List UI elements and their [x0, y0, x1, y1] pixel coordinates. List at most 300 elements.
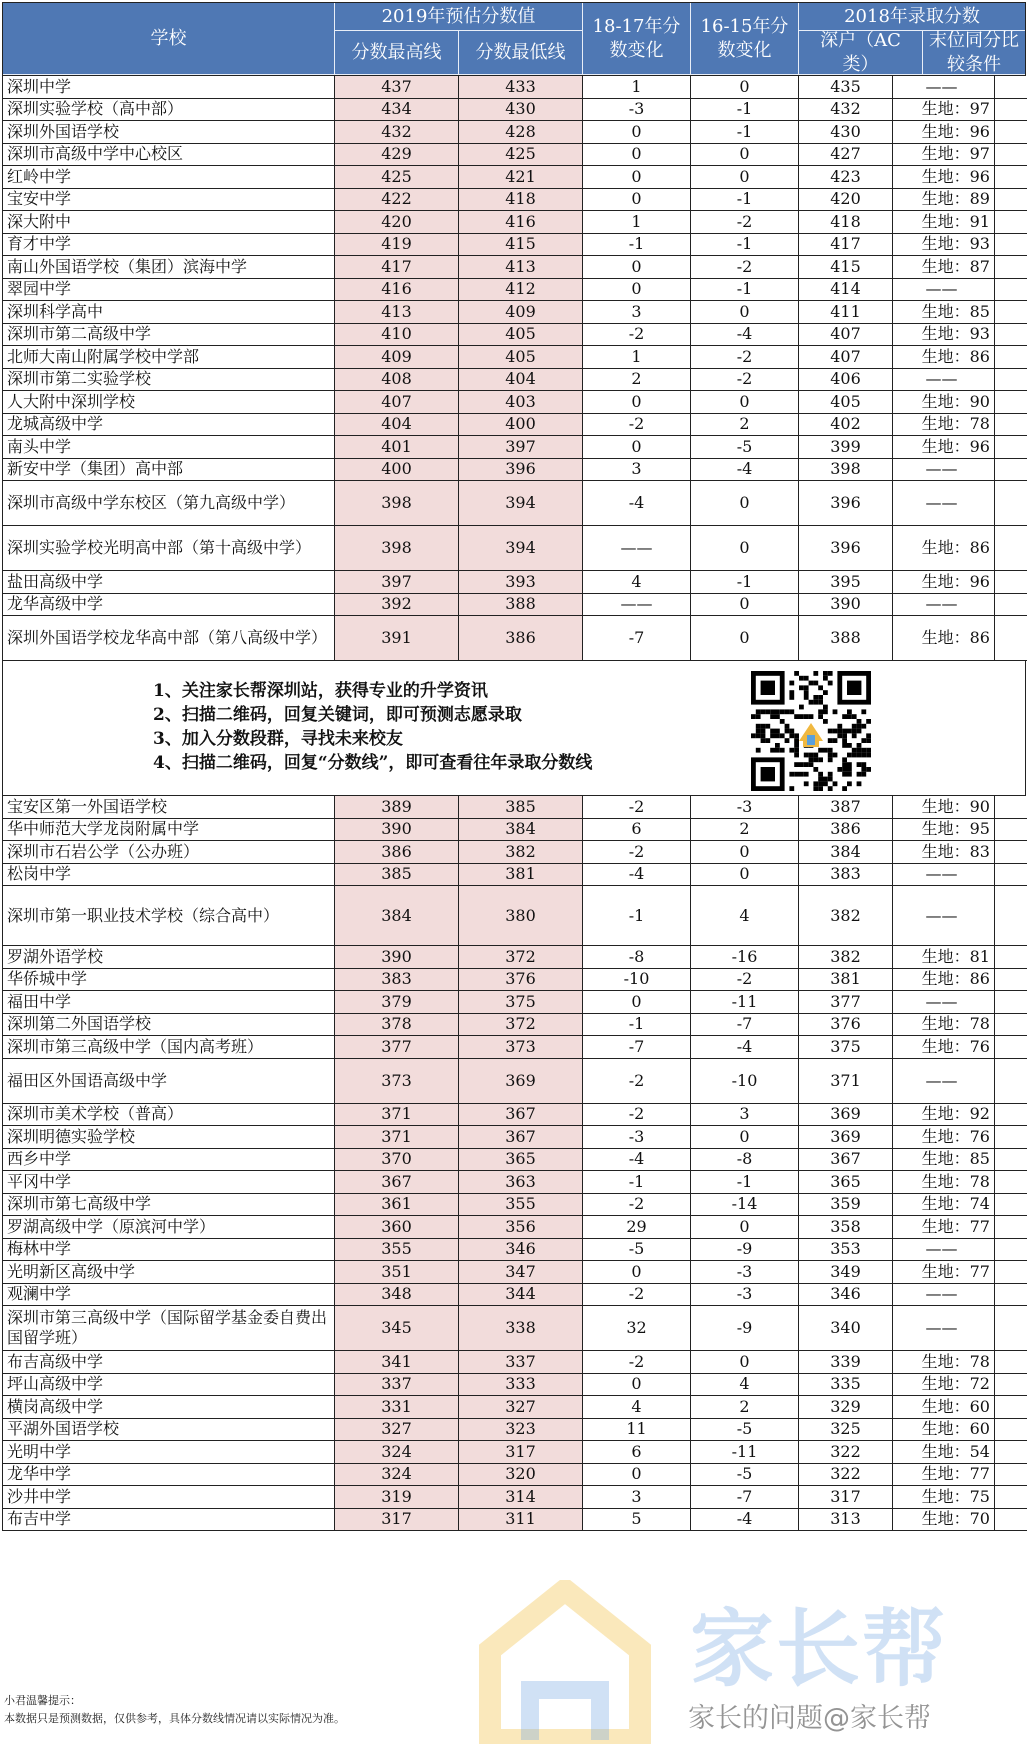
cell-d2: -1	[691, 571, 799, 593]
cell-max: 319	[335, 1486, 459, 1508]
cell-cond: ——	[893, 369, 995, 391]
table-row	[3, 1239, 1027, 1262]
cell-ac: 353	[799, 1239, 893, 1261]
cell-cond: 生地：77	[893, 1464, 995, 1486]
cell-d1: -4	[583, 864, 691, 886]
cell-school: 深圳外国语学校	[3, 121, 335, 143]
table-row	[3, 1194, 1027, 1217]
cell-d2: -8	[691, 1149, 799, 1171]
cell-min: 363	[459, 1171, 583, 1193]
cell-ac: 346	[799, 1284, 893, 1306]
cell-cond: ——	[893, 459, 995, 481]
cell-max: 389	[335, 796, 459, 818]
cell-d2: 3	[691, 1104, 799, 1126]
table-row	[3, 346, 1027, 369]
cell-school: 深圳市第七高级中学	[3, 1194, 335, 1216]
cell-max: 348	[335, 1284, 459, 1306]
cell-d1: -8	[583, 946, 691, 968]
cell-max: 317	[335, 1509, 459, 1531]
cell-school: 罗湖高级中学（原滨河中学）	[3, 1216, 335, 1238]
table-row	[3, 324, 1027, 347]
cell-d1: 0	[583, 121, 691, 143]
cell-cond: 生地：70	[893, 1509, 995, 1531]
cell-ac: 405	[799, 391, 893, 413]
cell-min: 421	[459, 166, 583, 188]
cell-max: 337	[335, 1374, 459, 1396]
cell-cond: 生地：78	[893, 1351, 995, 1373]
table-row	[3, 279, 1027, 302]
cell-min: 367	[459, 1104, 583, 1126]
cell-d2: -4	[691, 1509, 799, 1531]
cell-d1: 0	[583, 256, 691, 278]
cell-d2: 0	[691, 166, 799, 188]
cell-ac: 430	[799, 121, 893, 143]
cell-cond: 生地：97	[893, 144, 995, 166]
header-ac: 深户（AC类）	[799, 31, 923, 75]
header-max: 分数最高线	[335, 31, 459, 75]
cell-ac: 369	[799, 1104, 893, 1126]
cell-min: 372	[459, 946, 583, 968]
cell-max: 378	[335, 1014, 459, 1036]
cell-cond: 生地：74	[893, 1194, 995, 1216]
cell-school: 光明中学	[3, 1441, 335, 1463]
cell-d1: 3	[583, 459, 691, 481]
cell-min: 415	[459, 234, 583, 256]
cell-d1: -2	[583, 841, 691, 863]
cell-d1: 0	[583, 436, 691, 458]
cell-d1: -1	[583, 1171, 691, 1193]
cell-min: 381	[459, 864, 583, 886]
table-row	[3, 1486, 1027, 1509]
table-row	[3, 1171, 1027, 1194]
table-row	[3, 436, 1027, 459]
cell-school: 布吉高级中学	[3, 1351, 335, 1373]
cell-d1: 11	[583, 1419, 691, 1441]
cell-ac: 415	[799, 256, 893, 278]
table-row	[3, 1351, 1027, 1374]
cell-cond: 生地：76	[893, 1036, 995, 1058]
cell-max: 420	[335, 211, 459, 233]
cell-d1: 6	[583, 1441, 691, 1463]
cell-cond: ——	[893, 1284, 995, 1306]
cell-school: 北师大南山附属学校中学部	[3, 346, 335, 368]
cell-ac: 398	[799, 459, 893, 481]
cell-d2: -1	[691, 1171, 799, 1193]
cell-cond: 生地：90	[893, 391, 995, 413]
table-row	[3, 991, 1027, 1014]
cell-d1: 1	[583, 346, 691, 368]
cell-min: 409	[459, 301, 583, 323]
cell-d2: -1	[691, 189, 799, 211]
cell-max: 371	[335, 1126, 459, 1148]
cell-d2: 2	[691, 819, 799, 841]
cell-max: 429	[335, 144, 459, 166]
cell-max: 355	[335, 1239, 459, 1261]
cell-ac: 396	[799, 526, 893, 570]
cell-ac: 406	[799, 369, 893, 391]
cell-ac: 423	[799, 166, 893, 188]
cell-school: 华中师范大学龙岗附属中学	[3, 819, 335, 841]
cell-school: 华侨城中学	[3, 969, 335, 991]
cell-min: 344	[459, 1284, 583, 1306]
cell-max: 425	[335, 166, 459, 188]
table-header	[2, 2, 1026, 76]
cell-d2: -16	[691, 946, 799, 968]
cell-d2: -4	[691, 324, 799, 346]
cell-max: 345	[335, 1306, 459, 1350]
cell-ac: 383	[799, 864, 893, 886]
cell-max: 417	[335, 256, 459, 278]
cell-ac: 376	[799, 1014, 893, 1036]
cell-cond: 生地：83	[893, 841, 995, 863]
cell-d2: -5	[691, 1464, 799, 1486]
table-row	[3, 1509, 1027, 1532]
cell-school: 福田区外国语高级中学	[3, 1059, 335, 1103]
cell-max: 400	[335, 459, 459, 481]
cell-cond: ——	[893, 886, 995, 945]
cell-school: 平湖外国语学校	[3, 1419, 335, 1441]
table-row	[3, 414, 1027, 437]
cell-max: 324	[335, 1441, 459, 1463]
cell-min: 433	[459, 76, 583, 98]
cell-d2: -7	[691, 1014, 799, 1036]
cell-min: 355	[459, 1194, 583, 1216]
cell-cond: 生地：72	[893, 1374, 995, 1396]
cell-d2: 0	[691, 301, 799, 323]
cell-school: 龙城高级中学	[3, 414, 335, 436]
cell-cond: 生地：97	[893, 99, 995, 121]
cell-d2: 0	[691, 594, 799, 616]
table-row	[3, 166, 1027, 189]
cell-ac: 358	[799, 1216, 893, 1238]
table-row	[3, 969, 1027, 992]
cell-max: 409	[335, 346, 459, 368]
cell-ac: 418	[799, 211, 893, 233]
cell-ac: 325	[799, 1419, 893, 1441]
cell-min: 412	[459, 279, 583, 301]
cell-d2: 0	[691, 1351, 799, 1373]
cell-ac: 414	[799, 279, 893, 301]
header-d1: 18-17年分数变化	[583, 3, 691, 75]
cell-min: 338	[459, 1306, 583, 1350]
cell-ac: 367	[799, 1149, 893, 1171]
cell-max: 361	[335, 1194, 459, 1216]
cell-d2: 4	[691, 1374, 799, 1396]
notice-line-2: 2、扫描二维码，回复关键词，即可预测志愿录取	[153, 705, 522, 725]
cell-ac: 335	[799, 1374, 893, 1396]
cell-min: 369	[459, 1059, 583, 1103]
cell-d1: 4	[583, 571, 691, 593]
promo-notice	[2, 661, 1026, 796]
table-row	[3, 819, 1027, 842]
cell-school: 宝安区第一外国语学校	[3, 796, 335, 818]
cell-school: 南山外国语学校（集团）滨海中学	[3, 256, 335, 278]
table-row	[3, 481, 1027, 526]
cell-school: 深圳实验学校光明高中部（第十高级中学）	[3, 526, 335, 570]
cell-max: 373	[335, 1059, 459, 1103]
cell-d1: 0	[583, 1261, 691, 1283]
cell-ac: 435	[799, 76, 893, 98]
cell-school: 观澜中学	[3, 1284, 335, 1306]
cell-ac: 427	[799, 144, 893, 166]
cell-d2: -5	[691, 1419, 799, 1441]
cell-d1: -3	[583, 1126, 691, 1148]
cell-max: 390	[335, 819, 459, 841]
cell-min: 430	[459, 99, 583, 121]
qr-code-icon[interactable]	[751, 671, 871, 791]
cell-min: 320	[459, 1464, 583, 1486]
table-row	[3, 459, 1027, 482]
cell-ac: 349	[799, 1261, 893, 1283]
cell-d1: ——	[583, 526, 691, 570]
table-row	[3, 369, 1027, 392]
cell-cond: 生地：96	[893, 166, 995, 188]
cell-max: 407	[335, 391, 459, 413]
table-row	[3, 1284, 1027, 1307]
table-row	[3, 234, 1027, 257]
header-cond: 末位同分比较条件	[923, 31, 1025, 75]
table-row	[3, 526, 1027, 571]
cell-d2: -5	[691, 436, 799, 458]
cell-ac: 384	[799, 841, 893, 863]
cell-cond: ——	[893, 864, 995, 886]
cell-ac: 329	[799, 1396, 893, 1418]
cell-max: 434	[335, 99, 459, 121]
cell-max: 398	[335, 481, 459, 525]
cell-min: 356	[459, 1216, 583, 1238]
cell-d1: -4	[583, 481, 691, 525]
table-row	[3, 1149, 1027, 1172]
cell-school: 深大附中	[3, 211, 335, 233]
cell-min: 394	[459, 481, 583, 525]
cell-cond: 生地：76	[893, 1126, 995, 1148]
cell-max: 383	[335, 969, 459, 991]
cell-d2: -4	[691, 459, 799, 481]
cell-ac: 339	[799, 1351, 893, 1373]
cell-d1: 29	[583, 1216, 691, 1238]
cell-max: 384	[335, 886, 459, 945]
table-row	[3, 1104, 1027, 1127]
cell-d2: 2	[691, 1396, 799, 1418]
cell-d1: 0	[583, 189, 691, 211]
footer-line-1: 小君温馨提示：	[4, 1694, 81, 1707]
header-school: 学校	[3, 3, 335, 75]
cell-ac: 432	[799, 99, 893, 121]
cell-d2: -3	[691, 1261, 799, 1283]
notice-line-3: 3、加入分数段群，寻找未来校友	[153, 729, 403, 749]
cell-d2: 0	[691, 1126, 799, 1148]
cell-max: 432	[335, 121, 459, 143]
table-row	[3, 76, 1027, 99]
cell-school: 深圳市高级中学中心校区	[3, 144, 335, 166]
cell-school: 深圳市第三高级中学（国内高考班）	[3, 1036, 335, 1058]
cell-school: 龙华中学	[3, 1464, 335, 1486]
cell-ac: 386	[799, 819, 893, 841]
footer-note	[4, 1692, 345, 1728]
cell-d1: 0	[583, 391, 691, 413]
cell-school: 松岗中学	[3, 864, 335, 886]
cell-min: 425	[459, 144, 583, 166]
cell-min: 405	[459, 346, 583, 368]
cell-ac: 313	[799, 1509, 893, 1531]
cell-d1: -2	[583, 796, 691, 818]
table-row	[3, 144, 1027, 167]
cell-ac: 381	[799, 969, 893, 991]
cell-min: 347	[459, 1261, 583, 1283]
cell-d1: -2	[583, 1351, 691, 1373]
cell-cond: 生地：95	[893, 819, 995, 841]
cell-max: 416	[335, 279, 459, 301]
cell-d1: 3	[583, 301, 691, 323]
table-row	[3, 1464, 1027, 1487]
cell-d2: -11	[691, 991, 799, 1013]
cell-d2: -2	[691, 969, 799, 991]
cell-d1: -7	[583, 616, 691, 660]
cell-d1: 0	[583, 166, 691, 188]
cell-d1: 32	[583, 1306, 691, 1350]
cell-d2: 0	[691, 616, 799, 660]
cell-ac: 369	[799, 1126, 893, 1148]
cell-cond: 生地：77	[893, 1216, 995, 1238]
cell-d2: -3	[691, 1284, 799, 1306]
cell-school: 深圳外国语学校龙华高中部（第八高级中学）	[3, 616, 335, 660]
cell-max: 385	[335, 864, 459, 886]
cell-ac: 340	[799, 1306, 893, 1350]
cell-max: 324	[335, 1464, 459, 1486]
header-min: 分数最低线	[459, 31, 583, 75]
header-adm-2018: 2018年录取分数	[799, 3, 1025, 31]
cell-school: 平冈中学	[3, 1171, 335, 1193]
table-row	[3, 864, 1027, 887]
cell-school: 深圳中学	[3, 76, 335, 98]
table-row	[3, 301, 1027, 324]
cell-d1: -7	[583, 1036, 691, 1058]
cell-max: 371	[335, 1104, 459, 1126]
table-row	[3, 1036, 1027, 1059]
cell-cond: ——	[893, 594, 995, 616]
cell-ac: 371	[799, 1059, 893, 1103]
table-row	[3, 1396, 1027, 1419]
cell-cond: ——	[893, 76, 995, 98]
cell-school: 布吉中学	[3, 1509, 335, 1531]
cell-min: 403	[459, 391, 583, 413]
cell-max: 410	[335, 324, 459, 346]
cell-ac: 396	[799, 481, 893, 525]
cell-max: 351	[335, 1261, 459, 1283]
cell-max: 437	[335, 76, 459, 98]
table-row	[3, 946, 1027, 969]
table-row	[3, 616, 1027, 661]
table-row	[3, 1374, 1027, 1397]
cell-d2: -9	[691, 1239, 799, 1261]
table-row	[3, 99, 1027, 122]
cell-min: 386	[459, 616, 583, 660]
cell-min: 382	[459, 841, 583, 863]
cell-ac: 365	[799, 1171, 893, 1193]
cell-min: 337	[459, 1351, 583, 1373]
cell-d2: -2	[691, 369, 799, 391]
cell-max: 391	[335, 616, 459, 660]
cell-d2: -4	[691, 1036, 799, 1058]
cell-min: 317	[459, 1441, 583, 1463]
cell-ac: 375	[799, 1036, 893, 1058]
cell-cond: 生地：92	[893, 1104, 995, 1126]
cell-d2: -2	[691, 211, 799, 233]
cell-max: 392	[335, 594, 459, 616]
cell-school: 宝安中学	[3, 189, 335, 211]
cell-max: 367	[335, 1171, 459, 1193]
cell-school: 深圳科学高中	[3, 301, 335, 323]
cell-school: 深圳市第二高级中学	[3, 324, 335, 346]
cell-min: 380	[459, 886, 583, 945]
cell-max: 398	[335, 526, 459, 570]
cell-min: 416	[459, 211, 583, 233]
cell-ac: 382	[799, 946, 893, 968]
cell-d1: -2	[583, 1104, 691, 1126]
table-row	[3, 886, 1027, 946]
cell-d1: -2	[583, 1059, 691, 1103]
cell-ac: 317	[799, 1486, 893, 1508]
cell-school: 红岭中学	[3, 166, 335, 188]
cell-cond: 生地：93	[893, 324, 995, 346]
cell-d1: -2	[583, 1194, 691, 1216]
cell-school: 西乡中学	[3, 1149, 335, 1171]
cell-d1: 0	[583, 279, 691, 301]
cell-max: 379	[335, 991, 459, 1013]
cell-cond: 生地：86	[893, 969, 995, 991]
cell-min: 413	[459, 256, 583, 278]
cell-cond: 生地：85	[893, 1149, 995, 1171]
cell-cond: 生地：96	[893, 571, 995, 593]
cell-cond: ——	[893, 1306, 995, 1350]
cell-min: 367	[459, 1126, 583, 1148]
table-row	[3, 1261, 1027, 1284]
notice-line-1: 1、关注家长帮深圳站，获得专业的升学资讯	[153, 681, 488, 701]
cell-d2: 0	[691, 144, 799, 166]
table-row	[3, 1126, 1027, 1149]
cell-school: 横岗高级中学	[3, 1396, 335, 1418]
table-body-top	[2, 76, 1027, 661]
cell-max: 397	[335, 571, 459, 593]
cell-cond: ——	[893, 991, 995, 1013]
table-row	[3, 121, 1027, 144]
cell-school: 南头中学	[3, 436, 335, 458]
cell-d2: 0	[691, 841, 799, 863]
cell-cond: 生地：54	[893, 1441, 995, 1463]
cell-cond: 生地：90	[893, 796, 995, 818]
cell-cond: 生地：87	[893, 256, 995, 278]
cell-d2: -10	[691, 1059, 799, 1103]
cell-d2: -2	[691, 346, 799, 368]
cell-cond: ——	[893, 279, 995, 301]
cell-min: 333	[459, 1374, 583, 1396]
cell-min: 373	[459, 1036, 583, 1058]
table-row	[3, 211, 1027, 234]
cell-max: 408	[335, 369, 459, 391]
cell-school: 深圳市第二实验学校	[3, 369, 335, 391]
cell-ac: 399	[799, 436, 893, 458]
cell-d1: ——	[583, 594, 691, 616]
table-row	[3, 1216, 1027, 1239]
cell-ac: 390	[799, 594, 893, 616]
cell-d1: 3	[583, 1486, 691, 1508]
cell-min: 394	[459, 526, 583, 570]
cell-ac: 359	[799, 1194, 893, 1216]
footer-line-2: 本数据只是预测数据，仅供参考，具体分数线情况请以实际情况为准。	[4, 1712, 345, 1725]
cell-d2: 0	[691, 526, 799, 570]
cell-d1: 2	[583, 369, 691, 391]
cell-ac: 322	[799, 1441, 893, 1463]
